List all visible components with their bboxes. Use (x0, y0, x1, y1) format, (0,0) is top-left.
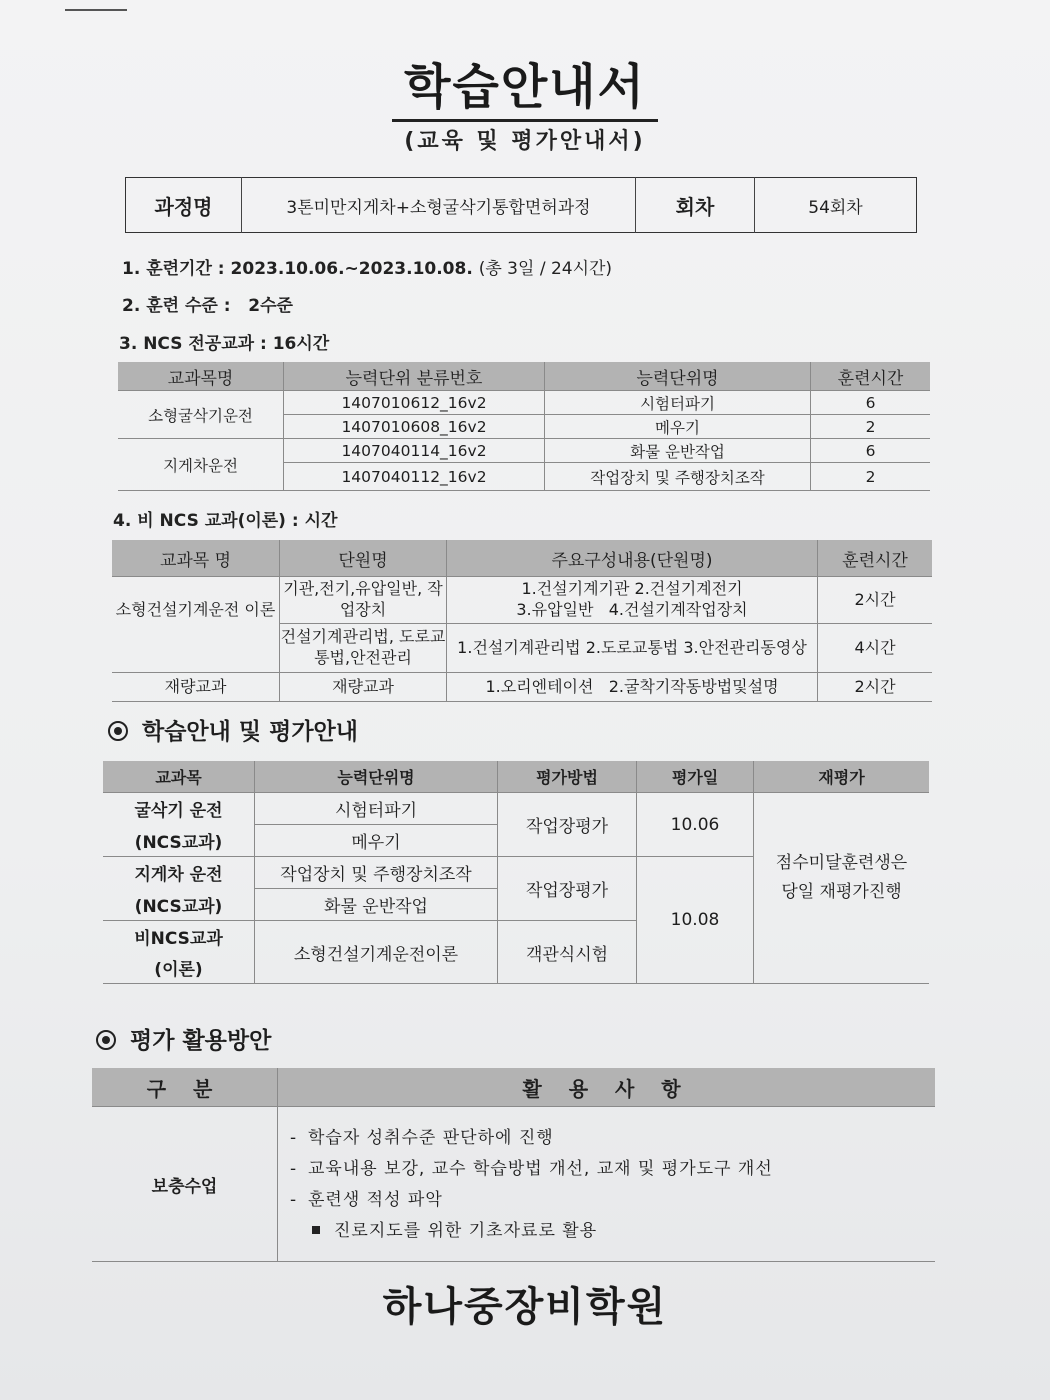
square-bullet-icon (312, 1226, 320, 1234)
ncs-hours: 6 (811, 439, 931, 463)
eval-date: 10.06 (637, 793, 754, 857)
eval-subject: (이론) (103, 952, 255, 984)
nonncs-heading: 4. 비 NCS 교과(이론) : 시간 (113, 511, 338, 531)
ncs-unit: 화물 운반작업 (545, 439, 811, 463)
nonncs-hours: 2시간 (818, 577, 933, 624)
bullet-circle-icon (96, 1030, 116, 1050)
eval-header-date: 평가일 (637, 761, 754, 793)
bullet-circle-icon (108, 721, 128, 741)
nonncs-subject: 소형건설기계운전 이론 (112, 577, 280, 673)
document-subtitle: (교육 및 평가안내서) (404, 129, 646, 154)
eval-method: 객관식시험 (498, 921, 637, 984)
nonncs-unit: 건설기계관리법, 도로교통법,안전관리 (280, 624, 447, 673)
eval-header-subject: 교과목 (103, 761, 255, 793)
ncs-heading: 3. NCS 전공교과 : 16시간 (119, 334, 330, 354)
ncs-header-code: 능력단위 분류번호 (284, 362, 545, 391)
eval-unit: 작업장치 및 주행장치조작 (255, 857, 498, 889)
course-name-label: 과정명 (154, 194, 213, 219)
corner-mark (65, 9, 127, 11)
ncs-unit: 작업장치 및 주행장치조작 (545, 463, 811, 491)
use-header-content: 활 용 사 항 (278, 1068, 936, 1107)
institution-name: 하나중장비학원 (382, 1284, 668, 1330)
nonncs-content: 1.오리엔테이션 2.굴착기작동방법및설명 (447, 673, 818, 702)
ncs-code: 1407040114_16v2 (284, 439, 545, 463)
eval-subject: 지게차 운전 (103, 857, 255, 889)
nonncs-header-subject: 교과목 명 (112, 540, 280, 577)
nonncs-unit: 기관,전기,유압일반, 작업장치 (280, 577, 447, 624)
table-row (103, 793, 929, 825)
ncs-code: 1407040112_16v2 (284, 463, 545, 491)
utilisation-table (92, 1068, 935, 1262)
ncs-code: 1407010612_16v2 (284, 391, 545, 415)
nonncs-header-unit: 단원명 (280, 540, 447, 577)
nonncs-table (112, 540, 932, 702)
use-category: 보충수업 (92, 1107, 278, 1262)
eval-method: 작업장평가 (498, 857, 637, 921)
table-row (92, 1107, 935, 1262)
evaluation-table (103, 761, 929, 984)
nonncs-content: 1.건설기계기관 2.건설기계전기 3.유압일반 4.건설기계작업장치 (447, 577, 818, 624)
eval-subject: (NCS교과) (134, 896, 223, 917)
nonncs-content: 1.건설기계관리법 2.도로교통법 3.안전관리동영상 (447, 624, 818, 673)
ncs-subject: 소형굴삭기운전 (118, 391, 284, 439)
eval-header-reeval: 재평가 (754, 761, 930, 793)
ncs-hours: 2 (811, 463, 931, 491)
course-name-value: 3톤미만지게차+소형굴삭기통합면허과정 (242, 178, 636, 233)
eval-header-unit: 능력단위명 (255, 761, 498, 793)
table-row (118, 439, 930, 463)
ncs-code: 1407010608_16v2 (284, 415, 545, 439)
eval-header-method: 평가방법 (498, 761, 637, 793)
nonncs-hours: 2시간 (818, 673, 933, 702)
eval-method: 작업장평가 (498, 793, 637, 857)
list-item: - 훈련생 적성 파악 (290, 1190, 443, 1210)
ncs-header-unit: 능력단위명 (545, 362, 811, 391)
nonncs-header-hours: 훈련시간 (818, 540, 933, 577)
use-content (278, 1107, 936, 1262)
list-item: - 교육내용 보강, 교수 학습방법 개선, 교재 및 평가도구 개선 (290, 1159, 773, 1179)
course-info-box (125, 177, 917, 233)
nonncs-subject: 재량교과 (112, 673, 280, 702)
use-header-category: 구 분 (92, 1068, 278, 1107)
training-level: 2. 훈련 수준 : 2수준 (122, 296, 293, 316)
ncs-table (118, 362, 930, 491)
eval-unit: 메우기 (255, 825, 498, 857)
ncs-subject: 지게차운전 (118, 439, 284, 491)
eval-unit: 화물 운반작업 (255, 889, 498, 921)
nonncs-header-content: 주요구성내용(단원명) (447, 540, 818, 577)
table-row (118, 391, 930, 415)
table-row (112, 577, 932, 624)
ncs-header-hours: 훈련시간 (811, 362, 931, 391)
ncs-header-subject: 교과목명 (118, 362, 284, 391)
document-title: 학습안내서 (0, 48, 1050, 122)
eval-reeval: 점수미달훈련생은 당일 재평가진행 (754, 793, 930, 984)
eval-subject: (NCS교과) (134, 832, 223, 853)
section-guide-heading: 학습안내 및 평가안내 (108, 713, 358, 746)
ncs-hours: 2 (811, 415, 931, 439)
ncs-unit: 메우기 (545, 415, 811, 439)
eval-unit: 시험터파기 (255, 793, 498, 825)
eval-subject: 굴삭기 운전 (103, 793, 255, 825)
eval-unit: 소형건설기계운전이론 (255, 921, 498, 984)
list-item: - 학습자 성취수준 판단하에 진행 (290, 1128, 554, 1148)
eval-subject: 비NCS교과 (103, 921, 255, 953)
round-value: 54회차 (755, 178, 917, 233)
ncs-hours: 6 (811, 391, 931, 415)
section-use-heading: 평가 활용방안 (96, 1022, 271, 1055)
nonncs-hours: 4시간 (818, 624, 933, 673)
ncs-unit: 시험터파기 (545, 391, 811, 415)
list-item: 진로지도를 위한 기초자료로 활용 (290, 1216, 935, 1247)
eval-date: 10.08 (637, 857, 754, 984)
nonncs-unit: 재량교과 (280, 673, 447, 702)
round-label: 회차 (636, 178, 755, 233)
table-row (112, 673, 932, 702)
training-period: 1. 훈련기간 : 2023.10.06.~2023.10.08. (총 3일 / 24시간) (122, 259, 613, 279)
